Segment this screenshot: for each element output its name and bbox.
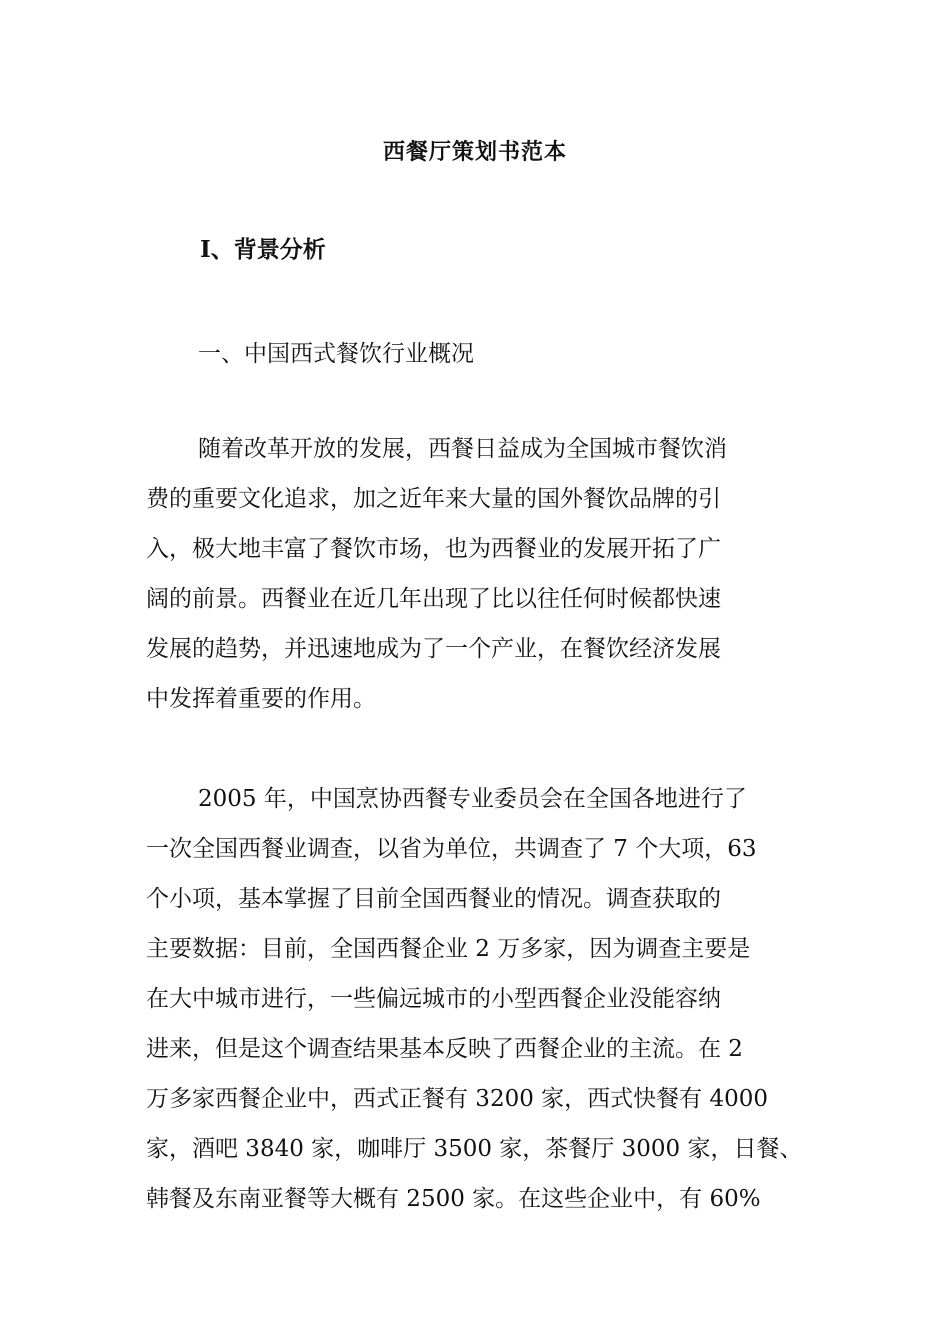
subsection-heading: 一、中国西式餐饮行业概况 — [198, 341, 474, 367]
paragraph-line: 在大中城市进行，一些偏远城市的小型西餐企业没能容纳 — [146, 986, 721, 1012]
paragraph-line: 个小项，基本掌握了目前全国西餐业的情况。调查获取的 — [146, 886, 721, 912]
paragraph-survey-data — [146, 774, 836, 1224]
document-title: 西餐厅策划书范本 — [382, 139, 567, 165]
paragraph-industry-overview — [146, 424, 836, 724]
paragraph-line: 阔的前景。西餐业在近几年出现了比以往任何时候都快速 — [146, 586, 721, 612]
paragraph-line: 万多家西餐企业中，西式正餐有 3200 家，西式快餐有 4000 — [146, 1086, 768, 1112]
paragraph-line: 一次全国西餐业调查，以省为单位，共调查了 7 个大项，63 — [146, 836, 757, 862]
section-heading: Ⅰ、背景分析 — [200, 236, 326, 263]
paragraph-line: 进来，但是这个调查结果基本反映了西餐企业的主流。在 2 — [146, 1036, 743, 1062]
paragraph-line: 2005 年，中国烹协西餐专业委员会在全国各地进行了 — [198, 786, 747, 812]
paragraph-line: 入，极大地丰富了餐饮市场，也为西餐业的发展开拓了广 — [146, 536, 721, 562]
paragraph-line: 随着改革开放的发展，西餐日益成为全国城市餐饮消 — [198, 436, 727, 462]
paragraph-line: 主要数据：目前，全国西餐企业 2 万多家，因为调查主要是 — [146, 936, 751, 962]
paragraph-line: 韩餐及东南亚餐等大概有 2500 家。在这些企业中，有 60% — [146, 1186, 761, 1212]
paragraph-line: 中发挥着重要的作用。 — [146, 686, 376, 712]
paragraph-line: 费的重要文化追求，加之近年来大量的国外餐饮品牌的引 — [146, 486, 721, 512]
paragraph-line: 家，酒吧 3840 家，咖啡厅 3500 家，茶餐厅 3000 家，日餐、 — [146, 1136, 803, 1162]
paragraph-line: 发展的趋势，并迅速地成为了一个产业，在餐饮经济发展 — [146, 636, 721, 662]
